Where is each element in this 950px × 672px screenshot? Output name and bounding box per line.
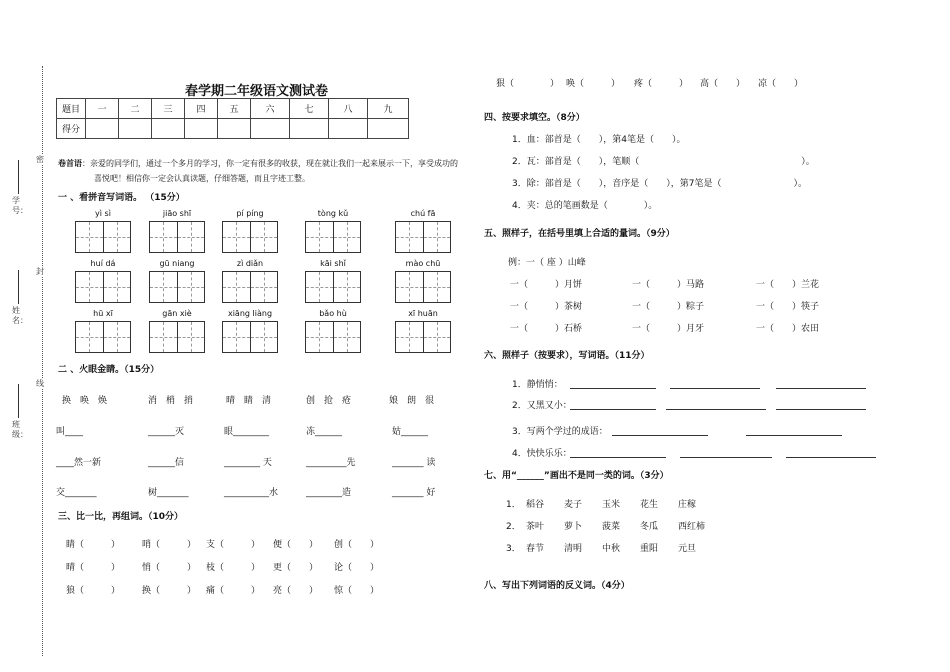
intro-label: 卷首语 xyxy=(58,159,82,168)
s6-item-4: 4．快快乐乐： xyxy=(512,449,572,459)
word-option[interactable]: 清明 xyxy=(564,544,583,554)
fill-blank-item[interactable]: ______灭 xyxy=(148,427,185,437)
char-group: 换 唤 焕 xyxy=(62,396,108,406)
s6-item-1: 1．静悄悄： xyxy=(512,380,563,390)
word-option[interactable]: 麦子 xyxy=(564,500,583,510)
word-option[interactable]: 萝卜 xyxy=(564,522,583,532)
word-option[interactable]: 冬瓜 xyxy=(640,522,659,532)
score-cell[interactable] xyxy=(152,119,185,139)
fill-blank-item[interactable]: 姑______ xyxy=(392,427,429,437)
word-option[interactable]: 春节 xyxy=(526,544,545,554)
compare-word-item[interactable]: 亮（ ） xyxy=(273,586,319,596)
fill-blank-item[interactable]: 交_______ xyxy=(56,488,97,498)
tianzi-cell xyxy=(396,222,424,252)
section-4-title: 四、按要求填空。（8分） xyxy=(484,113,585,123)
fill-blank-item[interactable]: 树_______ xyxy=(148,488,189,498)
score-cell[interactable] xyxy=(251,119,290,139)
measure-word-item[interactable]: 一（ ）月牙 xyxy=(632,324,705,334)
compare-word-item[interactable]: 悄（ ） xyxy=(142,563,197,573)
s6-blank[interactable] xyxy=(570,409,656,410)
compare-word-item[interactable]: 更（ ） xyxy=(273,563,319,573)
section-7-title: 七、用“______”画出不是同一类的词。（3分） xyxy=(484,471,669,481)
char-group: 晴 睛 清 xyxy=(226,396,272,406)
compare-word-item[interactable]: 换（ ） xyxy=(142,586,197,596)
section-8-title: 八、写出下列词语的反义词。（4分） xyxy=(484,581,630,591)
tianzi-box[interactable] xyxy=(222,321,278,353)
name-label: 姓名： xyxy=(12,306,28,325)
item-number: 2． xyxy=(506,522,521,532)
tianzi-box[interactable] xyxy=(305,321,361,353)
measure-word-item[interactable]: 一（ ）石桥 xyxy=(510,324,583,334)
pinyin-label: gū niang xyxy=(159,259,195,268)
tianzi-box[interactable] xyxy=(75,221,131,253)
seal-char-xian: 线 xyxy=(36,379,44,388)
tianzi-cell xyxy=(306,322,334,352)
tianzi-cell xyxy=(76,322,104,352)
tianzi-cell xyxy=(396,272,424,302)
tianzi-cell xyxy=(334,222,361,252)
tianzi-cell xyxy=(424,272,451,302)
s4-item-1: 1．血：部首是（ ），第4笔是（ ）。 xyxy=(512,135,686,145)
tianzi-cell xyxy=(104,322,131,352)
tianzi-cell xyxy=(223,322,251,352)
s6-blank[interactable] xyxy=(776,409,866,410)
s6-item-3: 3．写两个学过的成语： xyxy=(512,427,608,437)
s6-blank[interactable] xyxy=(666,409,766,410)
score-cell[interactable] xyxy=(290,119,329,139)
word-option[interactable]: 稻谷 xyxy=(526,500,545,510)
score-table-header-row xyxy=(57,99,409,119)
tianzi-cell xyxy=(223,222,251,252)
item-number: 3． xyxy=(506,544,521,554)
tianzi-cell xyxy=(396,322,424,352)
compare-word-item[interactable]: 疼（ ） xyxy=(634,79,689,89)
compare-word-item[interactable]: 论（ ） xyxy=(334,563,380,573)
measure-word-item[interactable]: 一（ ）马路 xyxy=(632,280,705,290)
score-header-cell: 题目 xyxy=(57,99,86,119)
fill-blank-item[interactable]: 眼________ xyxy=(224,427,270,437)
score-header-cell: 一 xyxy=(86,99,119,119)
pinyin-label: xiāng liàng xyxy=(227,309,273,318)
fill-blank-item[interactable]: ______信 xyxy=(148,458,185,468)
name-blank[interactable] xyxy=(18,270,20,304)
tianzi-cell xyxy=(178,272,205,302)
tianzi-cell xyxy=(251,322,278,352)
char-group: 创 抢 疮 xyxy=(306,396,352,406)
score-cell[interactable] xyxy=(329,119,368,139)
tianzi-cell xyxy=(104,272,131,302)
item-number: 1． xyxy=(506,500,521,510)
tianzi-box[interactable] xyxy=(395,271,451,303)
seal-char-feng: 封 xyxy=(36,267,44,276)
compare-word-item[interactable]: 晴（ ） xyxy=(66,563,121,573)
tianzi-cell xyxy=(76,272,104,302)
seal-char-mi: 密 xyxy=(36,155,44,164)
measure-word-item[interactable]: 一（ ）粽子 xyxy=(632,302,705,312)
compare-word-item[interactable]: 痛（ ） xyxy=(206,586,261,596)
s6-blank[interactable] xyxy=(680,457,772,458)
score-header-cell: 二 xyxy=(119,99,152,119)
pinyin-label: bǎo hù xyxy=(319,309,347,318)
intro-line-1: ：亲爱的同学们，通过一个多月的学习，你一定有很多的收获，现在就让我们一起来展示一下，享受成功的 xyxy=(82,159,458,168)
tianzi-cell xyxy=(334,272,361,302)
s6-blank[interactable] xyxy=(786,457,876,458)
pinyin-label: tòng kǔ xyxy=(317,209,349,218)
tianzi-cell xyxy=(150,322,178,352)
tianzi-box[interactable] xyxy=(75,271,131,303)
compare-word-item[interactable]: 凉（ ） xyxy=(758,79,804,89)
intro-text xyxy=(58,156,473,186)
s4-item-4: 4．夹：总的笔画数是（ ）。 xyxy=(512,201,658,211)
tianzi-box[interactable] xyxy=(149,321,205,353)
s4-item-2: 2．瓦：部首是（ ），笔顺（ ）。 xyxy=(512,157,815,167)
tianzi-cell xyxy=(251,272,278,302)
measure-word-item[interactable]: 一（ ）农田 xyxy=(756,324,820,334)
word-option[interactable]: 茶叶 xyxy=(526,522,545,532)
fill-blank-item[interactable]: _________先 xyxy=(306,458,356,468)
tianzi-cell xyxy=(251,222,278,252)
score-header-cell: 九 xyxy=(368,99,409,119)
word-option[interactable]: 庄稼 xyxy=(678,500,697,510)
tianzi-cell xyxy=(334,322,361,352)
measure-word-item[interactable]: 一（ ）茶树 xyxy=(510,302,583,312)
pinyin-label: pí píng xyxy=(236,209,264,218)
student-id-blank[interactable] xyxy=(18,160,20,194)
section-3-title: 三、比一比，再组词。（10分） xyxy=(58,512,184,522)
compare-word-item[interactable]: 狠（ ） xyxy=(496,79,560,89)
s4-item-3: 3．除：部首是（ ），音序是（ ），第7笔是（ ）。 xyxy=(512,179,807,189)
word-option[interactable]: 花生 xyxy=(640,500,659,510)
tianzi-box[interactable] xyxy=(149,221,205,253)
s6-blank[interactable] xyxy=(570,388,656,389)
tianzi-cell xyxy=(306,222,334,252)
char-group: 娘 朗 很 xyxy=(389,396,435,406)
score-cell[interactable] xyxy=(368,119,409,139)
section-2-title: 二 、火眼金睛。（15分） xyxy=(58,365,160,375)
tianzi-cell xyxy=(76,222,104,252)
pinyin-label: gān xiè xyxy=(162,309,192,318)
tianzi-box[interactable] xyxy=(75,321,131,353)
intro-line-2: 喜悦吧！相信你一定会认真读题，仔细答题，而且字迹工整。 xyxy=(94,174,310,183)
pinyin-label: mào chū xyxy=(405,259,441,268)
fill-blank-item[interactable]: 叫____ xyxy=(56,427,84,437)
fill-blank-item[interactable]: _______ 读 xyxy=(392,458,436,468)
s6-blank[interactable] xyxy=(776,388,866,389)
score-cell[interactable] xyxy=(218,119,251,139)
score-row-label: 得分 xyxy=(57,119,86,139)
score-header-cell: 五 xyxy=(218,99,251,119)
tianzi-box[interactable] xyxy=(395,221,451,253)
fill-blank-item[interactable]: __________水 xyxy=(224,488,279,498)
score-cell[interactable] xyxy=(119,119,152,139)
tianzi-box[interactable] xyxy=(149,271,205,303)
tianzi-cell xyxy=(150,272,178,302)
pinyin-label: yì sì xyxy=(95,209,111,218)
score-cell[interactable] xyxy=(185,119,218,139)
tianzi-cell xyxy=(178,322,205,352)
compare-word-item[interactable]: 唤（ ） xyxy=(566,79,621,89)
class-blank[interactable] xyxy=(18,384,20,418)
score-table xyxy=(56,98,409,139)
pinyin-label: xī huān xyxy=(408,309,438,318)
pinyin-label: huí dá xyxy=(90,259,116,268)
tianzi-box[interactable] xyxy=(395,321,451,353)
tianzi-box[interactable] xyxy=(305,271,361,303)
fill-blank-item[interactable]: _______ 好 xyxy=(392,488,436,498)
fill-blank-item[interactable]: 冻______ xyxy=(306,427,343,437)
student-id-label: 学号： xyxy=(12,196,28,215)
tianzi-cell xyxy=(424,322,451,352)
tianzi-box[interactable] xyxy=(222,271,278,303)
compare-word-item[interactable]: 高（ ） xyxy=(700,79,746,89)
compare-word-item[interactable]: 哨（ ） xyxy=(142,540,197,550)
word-option[interactable]: 中秋 xyxy=(602,544,621,554)
tianzi-cell xyxy=(150,222,178,252)
compare-word-item[interactable]: 支（ ） xyxy=(206,540,261,550)
measure-word-item[interactable]: 一（ ）兰花 xyxy=(756,280,820,290)
tianzi-cell xyxy=(306,272,334,302)
class-label: 班级： xyxy=(12,420,28,439)
fill-blank-item[interactable]: ____然一新 xyxy=(56,458,102,468)
compare-word-item[interactable]: 创（ ） xyxy=(334,540,380,550)
section-6-title: 六、照样子（按要求），写词语。（11分） xyxy=(484,351,650,361)
compare-word-item[interactable]: 睛（ ） xyxy=(66,540,121,550)
tianzi-cell xyxy=(104,222,131,252)
measure-word-item[interactable]: 一（ ）筷子 xyxy=(756,302,820,312)
s6-item-2: 2．又黑又小： xyxy=(512,401,572,411)
word-option[interactable]: 元旦 xyxy=(678,544,697,554)
compare-word-item[interactable]: 便（ ） xyxy=(273,540,319,550)
word-option[interactable]: 重阳 xyxy=(640,544,659,554)
section-5-title: 五、照样子，在括号里填上合适的量词。（9分） xyxy=(484,229,675,239)
tianzi-cell xyxy=(223,272,251,302)
tianzi-box[interactable] xyxy=(222,221,278,253)
pinyin-label: hū xī xyxy=(93,309,113,318)
compare-word-item[interactable]: 惊（ ） xyxy=(334,586,380,596)
fill-blank-item[interactable]: ________ 天 xyxy=(224,458,272,468)
tianzi-cell xyxy=(424,222,451,252)
score-header-cell: 三 xyxy=(152,99,185,119)
compare-word-item[interactable]: 枝（ ） xyxy=(206,563,261,573)
pinyin-label: zì diǎn xyxy=(236,259,264,268)
exam-title: 春学期二年级语文测试卷 xyxy=(185,84,329,99)
s6-blank[interactable] xyxy=(670,388,760,389)
s6-blank[interactable] xyxy=(570,457,666,458)
word-option[interactable]: 西红柿 xyxy=(678,522,706,532)
s6-blank[interactable] xyxy=(746,435,842,436)
word-option[interactable]: 玉米 xyxy=(602,500,621,510)
pinyin-label: kāi shǐ xyxy=(320,259,346,268)
score-header-cell: 六 xyxy=(251,99,290,119)
measure-word-item[interactable]: 一（ ）月饼 xyxy=(510,280,583,290)
pinyin-label: jiāo shī xyxy=(162,209,192,218)
score-header-cell: 七 xyxy=(290,99,329,119)
word-option[interactable]: 菠菜 xyxy=(602,522,621,532)
compare-word-item[interactable]: 狼（ ） xyxy=(66,586,121,596)
tianzi-cell xyxy=(178,222,205,252)
fill-blank-item[interactable]: ________造 xyxy=(306,488,352,498)
char-group: 消 梢 捎 xyxy=(148,396,194,406)
section-1-title: 一 、看拼音写词语。 （15分） xyxy=(58,193,185,203)
score-header-cell: 八 xyxy=(329,99,368,119)
tianzi-box[interactable] xyxy=(305,221,361,253)
score-table-score-row xyxy=(57,119,409,139)
s5-example: 例：一（ 座 ）山峰 xyxy=(508,258,586,268)
s6-blank[interactable] xyxy=(612,435,708,436)
score-header-cell: 四 xyxy=(185,99,218,119)
pinyin-label: chú fā xyxy=(410,209,436,218)
score-cell[interactable] xyxy=(86,119,119,139)
